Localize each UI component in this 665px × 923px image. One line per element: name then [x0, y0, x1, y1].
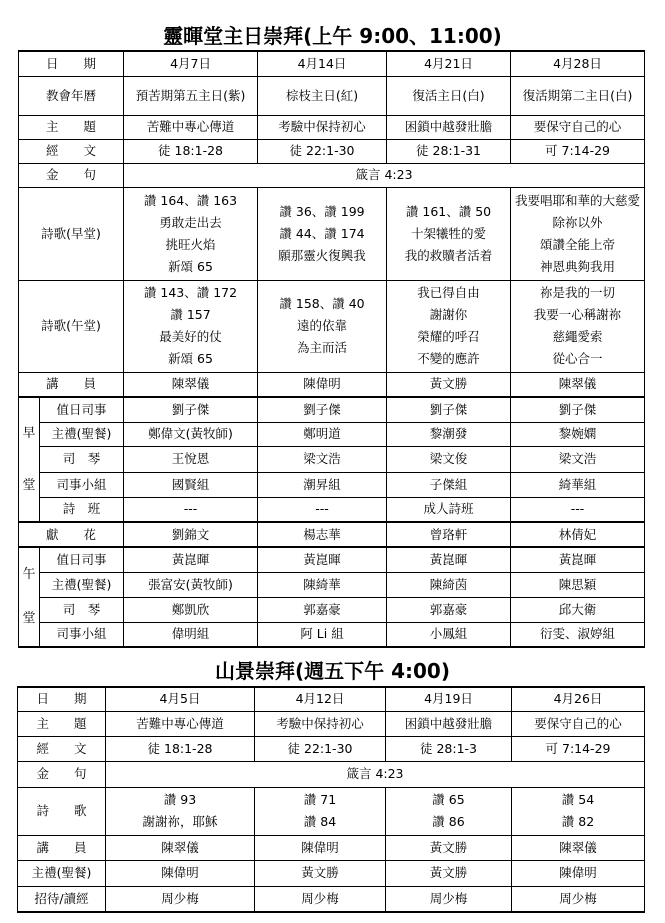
date-cell: 4月12日 — [255, 687, 386, 711]
hymn-line: 勇敢走出去 — [159, 214, 222, 230]
hymn-line: 新頌 65 — [168, 258, 213, 274]
role-cell: 綺華組 — [511, 472, 645, 497]
host-cell: 黃文勝 — [386, 860, 512, 886]
hymn-line: 我已得自由 — [417, 285, 480, 300]
role-cell: 陳綺華 — [258, 572, 387, 597]
sunday-service-table — [18, 50, 645, 648]
friday-service-table — [17, 686, 645, 913]
friday-service-title: 山景崇拜(週五下午 4:00) — [215, 659, 450, 683]
hymn-line: 讚 84 — [303, 814, 337, 829]
theme-cell: 要保守自己的心 — [512, 711, 645, 736]
role-label: 主禮(聖餐) — [40, 422, 124, 446]
speaker-label: 講 員 — [19, 372, 124, 397]
role-cell: 黃崑暉 — [258, 547, 387, 572]
role-cell: --- — [258, 497, 387, 522]
hymn-line: 讚 65 — [432, 792, 465, 807]
role-cell: 劉子傑 — [124, 397, 258, 422]
hymn-line: 慈繩愛索 — [552, 329, 603, 344]
role-cell: 張富安(黃牧師) — [124, 572, 258, 597]
usher-label: 招待/讀經 — [18, 886, 106, 912]
role-cell: 子傑組 — [387, 472, 511, 497]
speaker-cell: 黃文勝 — [387, 372, 511, 397]
role-label: 主禮(聖餐) — [40, 572, 124, 597]
host-cell: 陳偉明 — [512, 860, 645, 886]
date-cell: 4月14日 — [258, 51, 387, 76]
hymn-line: 讚 164、讚 163 — [143, 192, 238, 208]
flower-cell: 楊志華 — [258, 522, 387, 547]
theme-cell: 困鎖中越發壯膽 — [386, 711, 512, 736]
role-cell: --- — [511, 497, 645, 522]
usher-cell: 周少梅 — [106, 886, 255, 912]
speaker-cell: 黃文勝 — [386, 835, 512, 860]
role-cell: 陳綺茵 — [387, 572, 511, 597]
early-char: 堂 — [22, 477, 36, 493]
role-cell: 陳思穎 — [511, 572, 645, 597]
theme-cell: 苦難中專心傳道 — [106, 711, 255, 736]
role-cell: 郭嘉豪 — [258, 597, 387, 622]
calendar-cell: 棕枝主日(紅) — [258, 76, 387, 115]
role-cell: 梁文浩 — [258, 446, 387, 472]
role-label: 值日司事 — [40, 547, 124, 572]
hymn-line: 讚 143、讚 172 — [143, 285, 238, 300]
host-label: 主禮(聖餐) — [18, 860, 106, 886]
host-cell: 陳偉明 — [106, 860, 255, 886]
date-cell: 4月21日 — [387, 51, 511, 76]
usher-cell: 周少梅 — [512, 886, 645, 912]
scripture-cell: 徒 22:1-30 — [255, 736, 386, 761]
role-cell: 梁文俊 — [387, 446, 511, 472]
hymn-line: 不變的應許 — [417, 351, 480, 366]
hymn-line: 讚 93 — [163, 792, 197, 807]
role-cell: 邱大衛 — [511, 597, 645, 622]
hymn-pm-label: 詩歌(午堂) — [19, 280, 124, 372]
hymn-pm-cell — [258, 280, 387, 372]
speaker-cell: 陳偉明 — [258, 372, 387, 397]
role-cell: 阿 Li 組 — [258, 622, 387, 647]
role-cell: 黎婉嫻 — [511, 422, 645, 446]
role-cell: 郭嘉豪 — [387, 597, 511, 622]
hymn-line: 頌讚全能上帝 — [540, 236, 616, 252]
calendar-cell: 預苦期第五主日(紫) — [124, 76, 258, 115]
hymn-line: 讚 71 — [303, 792, 337, 807]
role-label: 值日司事 — [40, 397, 124, 422]
hymn-line: 讚 161、讚 50 — [405, 203, 492, 219]
role-cell: 黎潮發 — [387, 422, 511, 446]
role-label: 司 琴 — [40, 597, 124, 622]
speaker-label: 講 員 — [18, 835, 106, 860]
role-label: 詩 班 — [40, 497, 124, 522]
theme-cell: 困鎖中越發壯膽 — [387, 115, 511, 139]
hymn-line: 神恩典夠我用 — [540, 258, 616, 274]
hymn-cell — [106, 787, 255, 835]
hymn-cell — [386, 787, 512, 835]
late-char: 午 — [22, 567, 36, 582]
speaker-cell: 陳翠儀 — [512, 835, 645, 860]
hymn-am-cell — [258, 187, 387, 280]
scripture-cell: 徒 28:1-31 — [387, 139, 511, 163]
scripture-label: 經 文 — [19, 139, 124, 163]
hymn-line: 讚 158、讚 40 — [279, 296, 365, 311]
date-cell: 4月7日 — [124, 51, 258, 76]
hymn-line: 祢是我的一切 — [540, 285, 616, 300]
late-service-label — [19, 547, 40, 647]
speaker-cell: 陳翠儀 — [124, 372, 258, 397]
hymn-line: 新頌 65 — [168, 351, 213, 366]
hymn-label: 詩 歌 — [18, 787, 106, 835]
role-cell: 黃崑暉 — [124, 547, 258, 572]
hymn-line: 讚 54 — [561, 792, 595, 807]
hymn-cell — [255, 787, 386, 835]
flower-cell: 曾珞軒 — [387, 522, 511, 547]
theme-label: 主 題 — [19, 115, 124, 139]
hymn-am-cell — [387, 187, 511, 280]
role-label: 司事小組 — [40, 622, 124, 647]
scripture-cell: 徒 18:1-28 — [124, 139, 258, 163]
flower-label: 獻 花 — [19, 522, 124, 547]
date-cell: 4月28日 — [511, 51, 645, 76]
role-cell: 國賢組 — [124, 472, 258, 497]
hymn-line: 我的救贖者活着 — [404, 247, 493, 263]
flower-cell: 林倩妃 — [511, 522, 645, 547]
hymn-am-label: 詩歌(早堂) — [19, 187, 124, 280]
verse-label: 金 句 — [18, 761, 106, 787]
late-char: 堂 — [22, 611, 36, 626]
date-cell: 4月19日 — [386, 687, 512, 711]
verse-label: 金 句 — [19, 163, 124, 187]
role-cell: 劉子傑 — [511, 397, 645, 422]
role-cell: 衍雯、淑婷組 — [511, 622, 645, 647]
role-cell: 王悅恩 — [124, 446, 258, 472]
calendar-label: 教會年曆 — [19, 76, 124, 115]
role-cell: 黃崑暉 — [387, 547, 511, 572]
scripture-cell: 徒 22:1-30 — [258, 139, 387, 163]
scripture-cell: 可 7:14-29 — [512, 736, 645, 761]
theme-cell: 苦難中專心傳道 — [124, 115, 258, 139]
speaker-cell: 陳翠儀 — [511, 372, 645, 397]
scripture-cell: 可 7:14-29 — [511, 139, 645, 163]
role-label: 司事小組 — [40, 472, 124, 497]
role-cell: 鄭偉文(黃牧師) — [124, 422, 258, 446]
usher-cell: 周少梅 — [386, 886, 512, 912]
hymn-pm-cell — [511, 280, 645, 372]
hymn-line: 除祢以外 — [552, 214, 603, 230]
role-cell: 劉子傑 — [387, 397, 511, 422]
hymn-line: 最美好的仗 — [159, 329, 222, 344]
hymn-line: 為主而活 — [297, 340, 348, 355]
hymn-line: 願那靈火復興我 — [278, 247, 366, 263]
verse-cell: 箴言 4:23 — [106, 761, 645, 787]
role-cell: --- — [124, 497, 258, 522]
hymn-am-cell — [511, 187, 645, 280]
role-cell: 梁文浩 — [511, 446, 645, 472]
usher-cell: 周少梅 — [255, 886, 386, 912]
role-cell: 劉子傑 — [258, 397, 387, 422]
hymn-cell — [512, 787, 645, 835]
scripture-cell: 徒 28:1-3 — [386, 736, 512, 761]
theme-cell: 考驗中保持初心 — [255, 711, 386, 736]
hymn-line: 我要一心稱謝祢 — [533, 307, 622, 322]
date-cell: 4月5日 — [106, 687, 255, 711]
theme-cell: 要保守自己的心 — [511, 115, 645, 139]
hymn-line: 讚 44、讚 174 — [279, 225, 365, 241]
role-cell: 成人詩班 — [387, 497, 511, 522]
hymn-line: 從心合一 — [552, 351, 603, 366]
hymn-pm-cell — [387, 280, 511, 372]
hymn-line: 讚 36、讚 199 — [279, 203, 365, 219]
date-label: 日 期 — [18, 687, 106, 711]
hymn-line: 榮耀的呼召 — [417, 329, 480, 344]
speaker-cell: 陳翠儀 — [106, 835, 255, 860]
main-service-title: 靈暉堂主日崇拜(上午 9:00、11:00) — [163, 24, 502, 48]
early-service-label — [19, 397, 40, 522]
speaker-cell: 陳偉明 — [255, 835, 386, 860]
host-cell: 黃文勝 — [255, 860, 386, 886]
role-label: 司 琴 — [40, 446, 124, 472]
verse-cell: 箴言 4:23 — [124, 163, 645, 187]
role-cell: 鄭凱欣 — [124, 597, 258, 622]
role-cell: 小鳳組 — [387, 622, 511, 647]
hymn-line: 我要唱耶和華的大慈愛 — [515, 192, 641, 208]
hymn-line: 讚 82 — [561, 814, 595, 829]
role-cell: 黃崑暉 — [511, 547, 645, 572]
hymn-am-cell — [124, 187, 258, 280]
role-cell: 潮昇組 — [258, 472, 387, 497]
theme-label: 主 題 — [18, 711, 106, 736]
early-char: 早 — [22, 425, 36, 441]
hymn-line: 謝謝你 — [429, 307, 468, 322]
hymn-line: 讚 157 — [170, 307, 211, 322]
hymn-line: 遠的依靠 — [297, 318, 348, 333]
theme-cell: 考驗中保持初心 — [258, 115, 387, 139]
hymn-line: 十架犧牲的愛 — [411, 225, 487, 241]
flower-cell: 劉錦文 — [124, 522, 258, 547]
hymn-line: 挑旺火焰 — [165, 236, 216, 252]
date-cell: 4月26日 — [512, 687, 645, 711]
date-label: 日 期 — [19, 51, 124, 76]
calendar-cell: 復活主日(白) — [387, 76, 511, 115]
role-cell: 鄭明道 — [258, 422, 387, 446]
hymn-line: 謝謝祢，耶穌 — [142, 814, 218, 829]
scripture-cell: 徒 18:1-28 — [106, 736, 255, 761]
role-cell: 偉明組 — [124, 622, 258, 647]
calendar-cell: 復活期第二主日(白) — [511, 76, 645, 115]
hymn-line: 讚 86 — [432, 814, 465, 829]
hymn-pm-cell — [124, 280, 258, 372]
scripture-label: 經 文 — [18, 736, 106, 761]
